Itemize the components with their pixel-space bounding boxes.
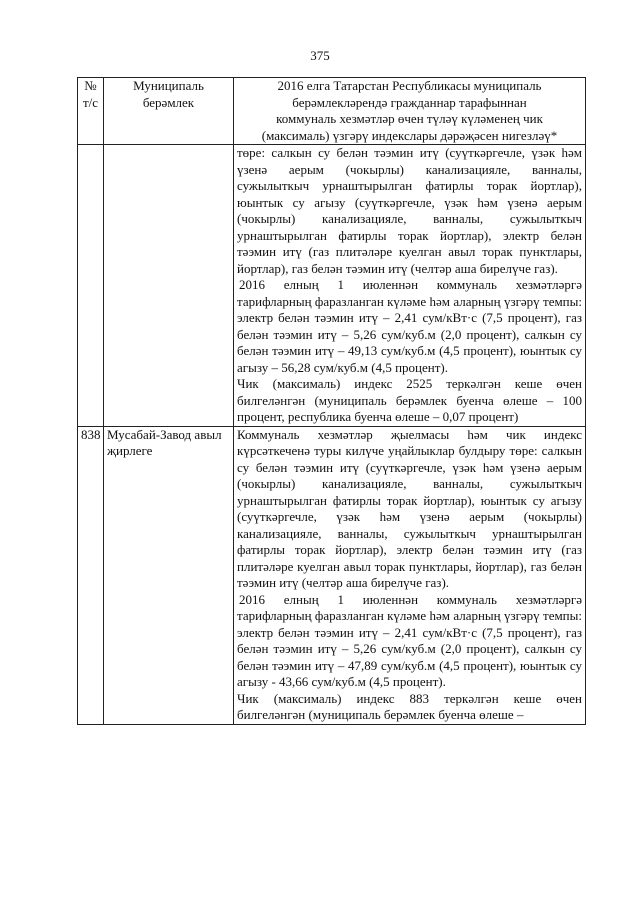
header-municipality-line: берәмлек	[142, 94, 195, 110]
row-municipality: Мусабай-Завод авыл җирлеге	[104, 426, 234, 724]
header-description-line: коммуналь хезмәтләр өчен түләү күләменең чик	[276, 111, 543, 126]
row-municipality	[104, 145, 234, 427]
row-number: 838	[78, 426, 104, 724]
header-number-line: т/с	[82, 94, 99, 110]
description-paragraph: 2016 елның 1 июленнән коммуналь хезмәтләргә тарифларның фаразланган күләме һәм аларның үзгәрү темпы: электр белән тәэмин итү – 2,41 сум/кВт·с (7,5 процент), газ белән тәэмин итү – 5,26 сум/куб.м (2,0 процент), салкын су белән тәэмин итү – 49,13 сум/куб.м (4,5 процент), юынтык су агызу – 56,28 сум/куб.м (4,5 процент).	[237, 277, 582, 375]
header-number	[78, 78, 104, 145]
header-description	[234, 78, 586, 145]
table-row	[78, 426, 586, 724]
header-description-line: 2016 елга Татарстан Республикасы муниципаль	[277, 78, 542, 93]
description-paragraph: Коммуналь хезмәтләр җыелмасы һәм чик индекс күрсәткеченә туры килүче уңайлыклар булдыру төре: салкын су белән тәэмин итү (суүткәргечле, үзәк һәм үзенә аерым (чокырлы) канализацияле, ванналы, сужылыткыч урнаштырылган фатирлы торак йортлар), юынтык су агызу (суүткәргечле, үзәк һәм үзенә аерым (чокырлы) канализацияле, ванналы, сужылыткыч урнаштырылган фатирлы торак йортлар), электр белән тәэмин итү (газ плитәләре куелган авыл торак пунктлары, йортлар), газ белән тәэмин итү (челтәр аша бирелүче газ).	[237, 426, 582, 590]
row-description	[234, 145, 586, 427]
description-paragraph: төре: салкын су белән тәэмин итү (суүткәргечле, үзәк һәм үзенә аерым (чокырлы) канализацияле, ванналы, сужылыткыч урнаштырылган фатирлы торак йортлар), юынтык су агызу (суүткәргечле, үзәк һәм үзенә аерым (чокырлы) канализацияле, ванналы, сужылыткыч урнаштырылган фатирлы торак йортлар), электр белән тәэмин итү (газ плитәләре куелган авыл торак пунктлары, йортлар), газ белән тәэмин итү (челтәр аша бирелүче газ).	[237, 145, 582, 276]
description-paragraph: Чик (максималь) индекс 2525 теркәлгән кеше өчен билгеләнгән (муниципаль берәмлек буенча өлеше – 100 процент, республика буенча өлеше – 0,07 процент)	[237, 376, 582, 424]
header-municipality	[104, 78, 234, 145]
row-number	[78, 145, 104, 427]
header-description-line: берәмлекләрендә гражданнар тарафыннан	[292, 94, 527, 110]
row-description	[234, 426, 586, 724]
description-paragraph: Чик (максималь) индекс 883 теркәлгән кеше өчен билгеләнгән (муниципаль берәмлек буенча өлеше –	[237, 690, 582, 722]
table-header-row	[78, 78, 586, 145]
header-description-line: (максималь) үзгәрү индекслары дәрәҗәсен нигезләү*	[261, 127, 558, 143]
page-number: 375	[310, 48, 330, 63]
header-number-line: №	[84, 78, 97, 93]
tariff-table	[77, 77, 586, 725]
header-municipality-line: Муниципаль	[133, 78, 204, 93]
table-row	[78, 145, 586, 427]
description-paragraph: 2016 елның 1 июленнән коммуналь хезмәтләргә тарифларның фаразланган күләме һәм аларның үзгәрү темпы: электр белән тәэмин итү – 2,41 сум/кВт·с (7,5 процент), газ белән тәэмин итү – 5,26 сум/куб.м (2,0 процент), салкын су белән тәэмин итү – 47,89 сум/куб.м (4,5 процент), юынтык су агызу - 43,66 сум/куб.м (4,5 процент).	[237, 591, 582, 689]
